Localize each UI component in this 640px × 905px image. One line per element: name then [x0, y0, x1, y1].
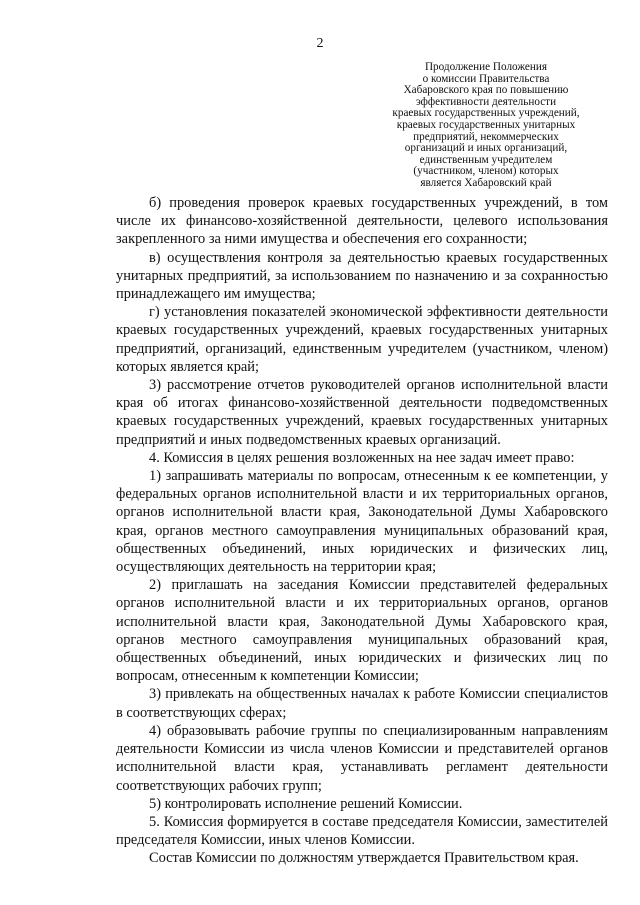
header-line: организаций и иных организаций,	[404, 142, 568, 155]
paragraph: 4) образовывать рабочие группы по специализированным направлениям деятельности Комиссии из числа членов Комиссии и представителей органов исполнительной власти края, устанавливать регламент деятельности соответствующих рабочих групп;	[116, 722, 608, 794]
page-number: 2	[316, 36, 324, 51]
paragraph: б) проведения проверок краевых государственных учреждений, в том числе их финансово-хозяйственной деятельности, целевого использования закрепленного за ними имущества и обеспечения его сохранности;	[116, 195, 608, 248]
paragraph: 3) рассмотрение отчетов руководителей органов исполнительной власти края об итогах финансово-хозяйственной деятельности подведомственных краевых государственных учреждений, краевых государственных унитарных предприятий и иных подведомственных краевых организаций.	[116, 377, 608, 448]
header-line: (участником, членом) которых	[413, 165, 559, 178]
header-line: о комиссии Правительства	[422, 72, 550, 85]
document-body	[116, 194, 608, 868]
header-line: Хабаровского края по повышению	[403, 84, 569, 97]
document-header	[370, 62, 602, 190]
paragraph: 4. Комиссия в целях решения возложенных на нее задач имеет право:	[149, 449, 575, 466]
header-line: эффективности деятельности	[415, 95, 557, 108]
header-line: предприятий, некоммерческих	[413, 130, 559, 143]
paragraph: Состав Комиссии по должностям утверждается Правительством края.	[149, 850, 579, 867]
paragraph: 2) приглашать на заседания Комиссии представителей федеральных органов исполнительной власти и их территориальных органов, органов исполнительной власти края, Законодательной Думы Хабаровского края, органов местного самоуправления муниципальных образований края, общественных объединений, иных юридических и физических лиц по вопросам, отнесенным к компетенции Комиссии;	[116, 577, 608, 685]
header-line: краевых государственных учреждений,	[392, 107, 580, 120]
paragraph: в) осуществления контроля за деятельностью краевых государственных унитарных предприятий, за использованием по назначению и за сохранностью принадлежащего им имущества;	[116, 249, 608, 303]
header-line: Продолжение Положения	[424, 61, 548, 73]
paragraph: 3) привлекать на общественных началах к работе Комиссии специалистов в соответствующих сферах;	[116, 686, 608, 721]
paragraph: г) установления показателей экономической эффективности деятельности краевых государственных учреждений, краевых государственных унитарных предприятий, организаций, единственным учредителем (участником, членом) которых является край;	[116, 304, 608, 375]
paragraph: 1) запрашивать материалы по вопросам, отнесенным к ее компетенции, у федеральных органов исполнительной власти и их территориальных органов, органов исполнительной власти края, Законодательной Думы Хабаровского края, органов местного самоуправления муниципальных образований края, общественных объединений, иных юридических и физических лиц, осуществляющих деятельность на территории края;	[116, 468, 608, 576]
paragraph: 5. Комиссия формируется в составе председателя Комиссии, заместителей председателя Комиссии, иных членов Комиссии.	[116, 813, 608, 849]
header-line: единственным учредителем	[419, 153, 553, 166]
header-line: является Хабаровский край	[420, 176, 552, 189]
header-line: краевых государственных унитарных	[396, 118, 576, 131]
paragraph: 5) контролировать исполнение решений Комиссии.	[149, 795, 463, 812]
